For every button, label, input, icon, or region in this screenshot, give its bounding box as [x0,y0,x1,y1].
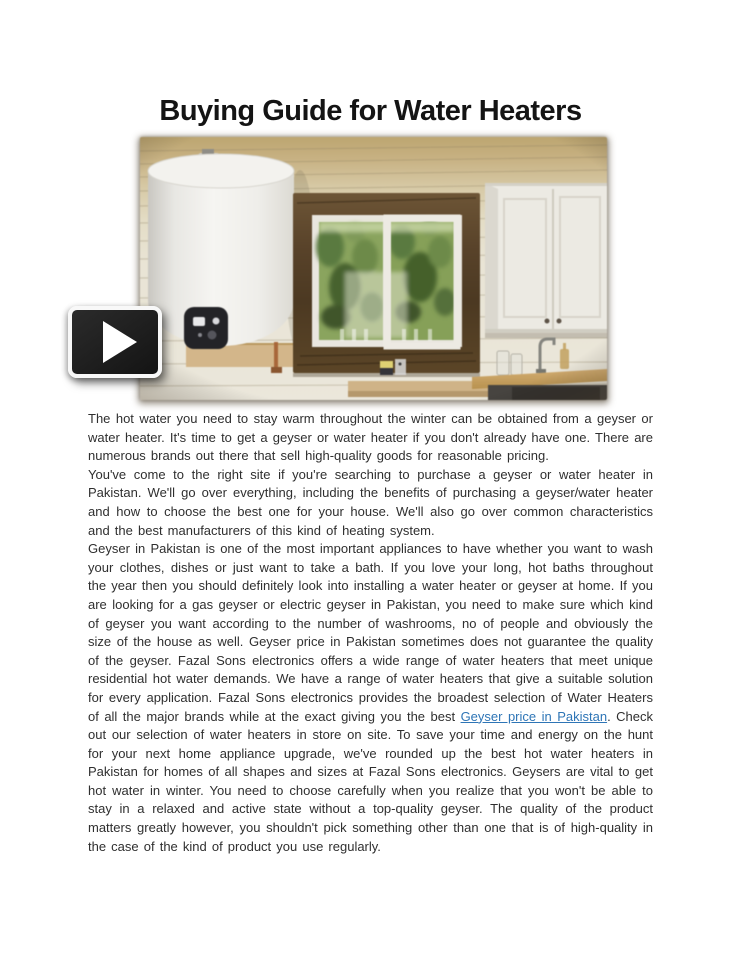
video-thumbnail [140,137,607,400]
play-icon [103,321,137,363]
play-button[interactable] [68,306,162,378]
page-title: Buying Guide for Water Heaters [159,95,582,127]
paragraph: Geyser in Pakistan is one of the most important appliances to have whether you want to wash your clothes, dishes or just want to take a bath. If you love your long, hot baths throughout the year then you should definitely look into installing a water heater or geyser at home. If you are looking for a gas geyser or electric geyser in Pakistan, you need to make sure which kind of geyser you want according to the number of washrooms, no of people and obviously the size of the house as well. Geyser price in Pakistan sometimes does not guarantee the quality of the geyser. Fazal Sons electronics offers a wide range of water heaters that meet unique residential hot water demands. We have a range of water heaters that give a suitable solution for every application. Fazal Sons electronics provides the broadest selection of Water Heaters of all the major brands while at the exact giving you the best Geyser price in Pakistan. Check out our selection of water heaters in store on site. To save your time and energy on the hunt for your next home appliance upgrade, we've rounded up the best hot water heaters in Pakistan for homes of all shapes and sizes at Fazal Sons electronics. Geysers are vital to get hot water in winter. You need to choose carefully when you realize that you won't be able to stay in a relaxed and active state without a top-quality geyser. The quality of the product matters greatly however, you shouldn't pick something other than one that is of high-quality in the case of the kind of product you use regularly. [88,541,653,854]
paragraph: You've come to the right site if you're searching to purchase a geyser or water heater in Pakistan. We'll go over everything, including the benefits of purchasing a geyser/water heater and how to choose the best one for your house. We'll also go over common characteristics and the best manufacturers of this kind of heating system. [88,466,653,538]
kitchen-photo [140,137,607,400]
paragraph: The hot water you need to stay warm throughout the winter can be obtained from a geyser or water heater. It's time to get a geyser or water heater if you don't already have one. There are numerous brands out there that sell high-quality goods for reasonable pricing. [88,411,653,464]
article [88,410,653,856]
geyser-price-link[interactable]: Geyser price in Pakistan [460,708,608,724]
